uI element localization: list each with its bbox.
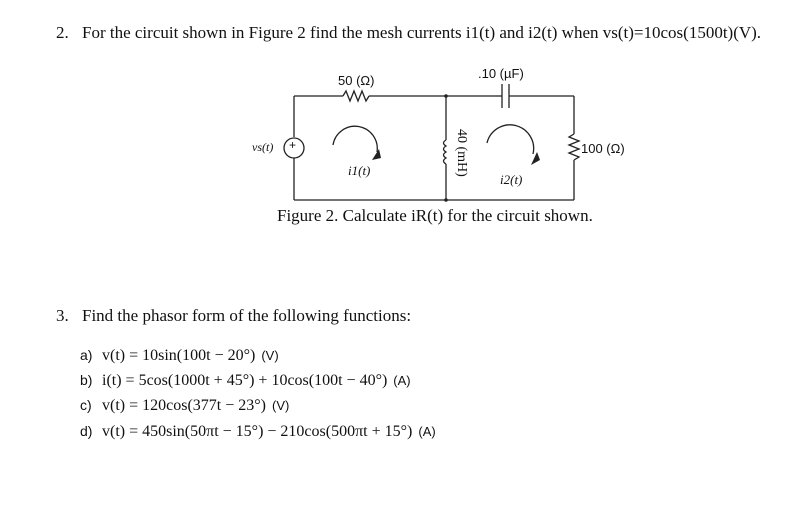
inductor-label: 40 (mH) — [454, 129, 469, 177]
mesh-2-arrow-arc — [487, 125, 534, 154]
question-3-text: Find the phasor form of the following functions: — [82, 306, 412, 325]
item-unit: (A) — [393, 373, 411, 388]
question-3-number: 3. — [56, 306, 69, 325]
list-item-c — [80, 397, 289, 415]
item-expression: v(t) = 10sin(100t − 20°) — [102, 347, 256, 364]
mesh-1-arrowhead — [372, 149, 381, 160]
figure-caption: Figure 2. Calculate iR(t) for the circuit shown. — [277, 206, 593, 225]
junction-top — [444, 94, 448, 98]
resistor-100-symbol — [569, 134, 579, 160]
item-unit: (A) — [418, 424, 436, 439]
question-2-text: For the circuit shown in Figure 2 find the mesh currents i1(t) and i2(t) when vs(t)=10cos(1500t)(V). — [82, 23, 762, 42]
item-expression: v(t) = 450sin(50πt − 15°) − 210cos(500πt + 15°) — [102, 423, 413, 440]
source-label: vs(t) — [252, 140, 274, 154]
inductor-symbol — [444, 140, 447, 164]
list-item-a — [80, 347, 279, 365]
resistor-50-label: 50 (Ω) — [338, 73, 375, 88]
item-unit: (V) — [261, 348, 279, 363]
list-item-b — [80, 372, 411, 390]
source-polarity: + — [289, 138, 297, 152]
question-2-number: 2. — [56, 23, 69, 42]
item-unit: (V) — [271, 398, 290, 413]
mesh-2-arrowhead — [531, 152, 540, 165]
item-letter: d) — [80, 423, 93, 439]
item-letter: b) — [80, 372, 93, 388]
item-letter: a) — [80, 347, 93, 363]
list-item-d — [80, 423, 436, 441]
item-expression: i(t) = 5cos(1000t + 45°) + 10cos(100t − 40°) — [102, 372, 388, 389]
junction-bottom — [444, 198, 448, 202]
resistor-100-label: 100 (Ω) — [581, 141, 625, 156]
mesh-1-label: i1(t) — [348, 163, 371, 178]
resistor-50-symbol — [343, 91, 369, 101]
capacitor-label: .10 (µF) — [478, 66, 524, 81]
item-letter: c) — [80, 397, 92, 413]
mesh-1-arrow-arc — [333, 126, 377, 152]
mesh-2-label: i2(t) — [500, 172, 523, 187]
item-expression: v(t) = 120cos(377t − 23°) — [102, 397, 266, 414]
